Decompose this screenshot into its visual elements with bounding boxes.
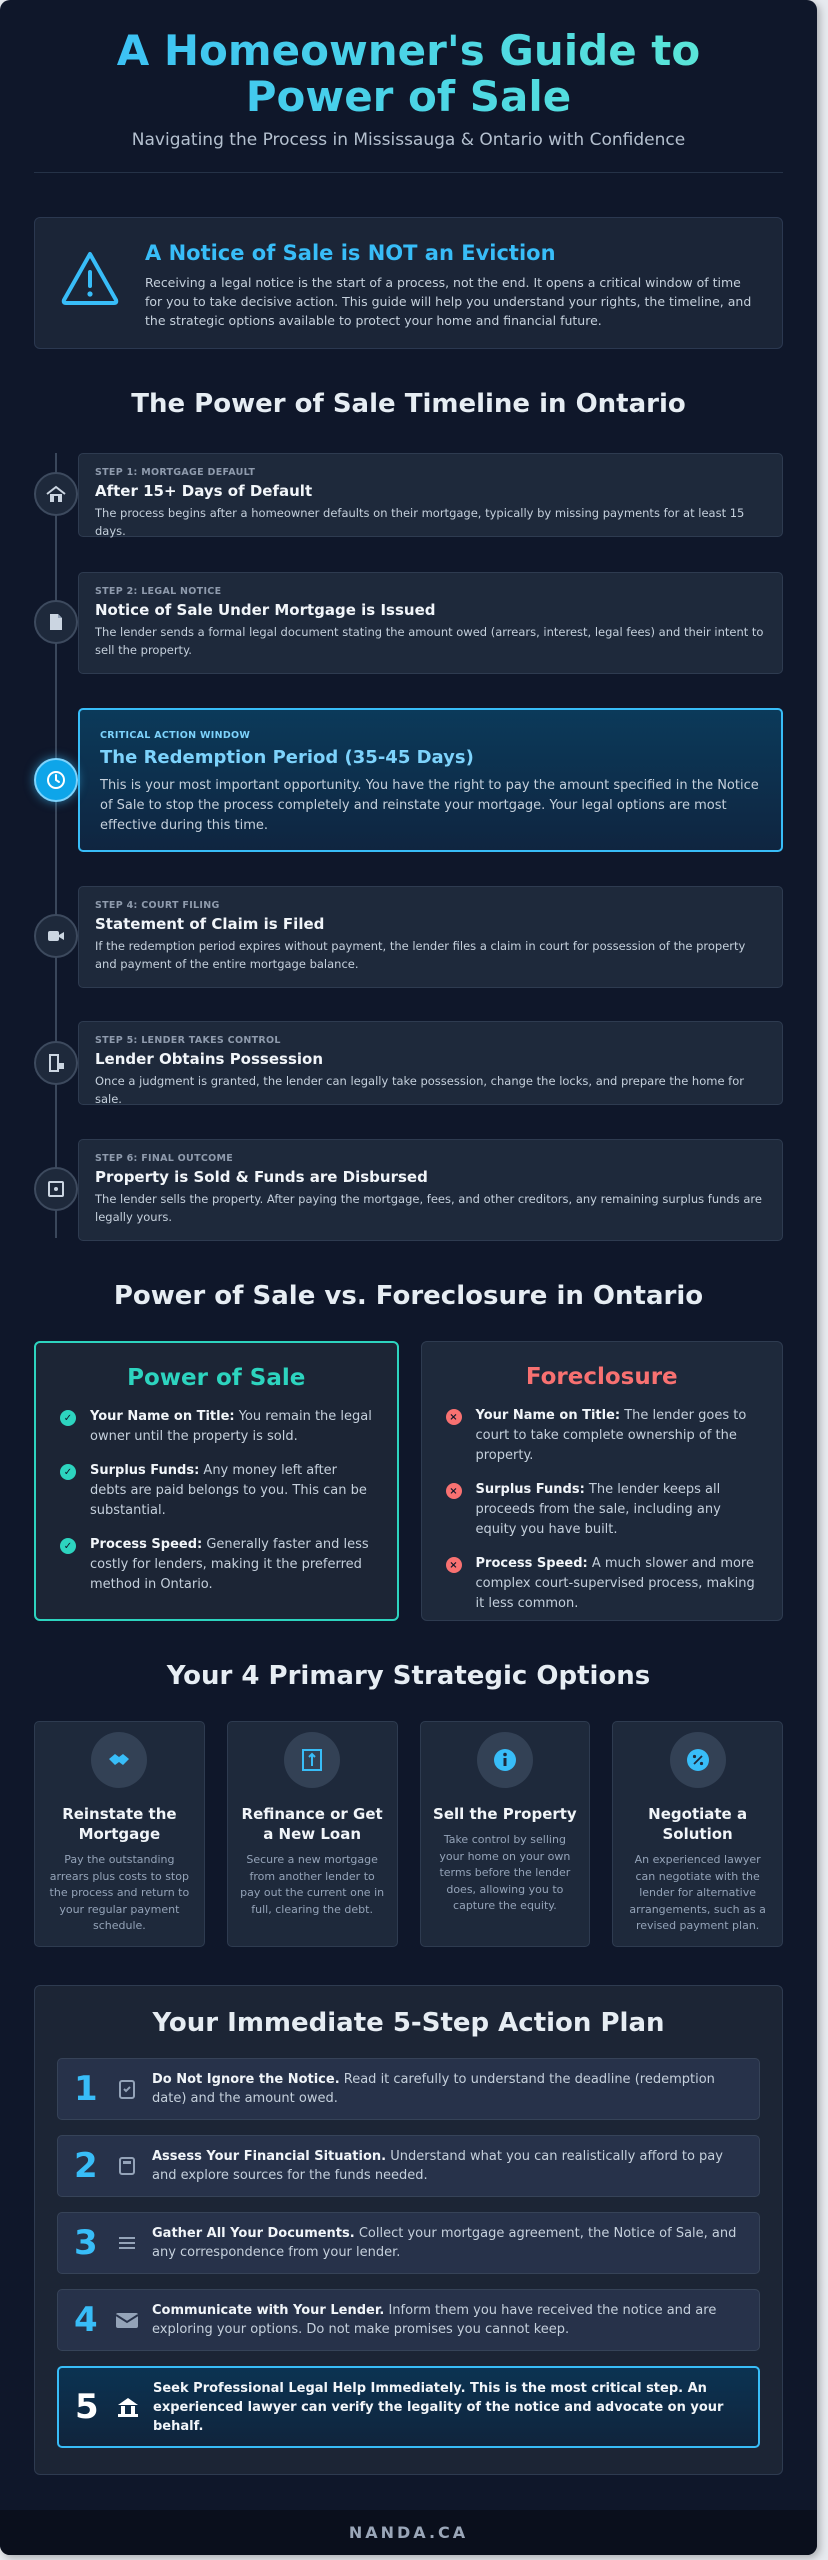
info-circle-icon: [477, 1732, 533, 1788]
power-of-sale-card: [34, 1341, 399, 1621]
step-desc: The lender sends a formal legal document stating the amount owed (arrears, interest, legal fees) and their intent to sell the property.: [95, 625, 764, 657]
sold-sign-icon: [34, 1167, 78, 1211]
step-desc: This is your most important opportunity. You have the right to pay the amount specified in the Notice of Sale to stop the process completely and reinstate your mortgage. Your legal options are most effective during this time.: [100, 778, 759, 833]
notice-alert: [34, 217, 783, 349]
step-desc: Once a judgment is granted, the lender can legally take possession, change the locks, and prepare the home for sale.: [95, 1074, 744, 1106]
timeline-title: The Power of Sale Timeline in Ontario: [131, 389, 686, 419]
plan-step-2: 2 Assess Your Financial Situation. Understand what you can realistically afford to pay and explore sources for the funds needed.: [57, 2135, 760, 2197]
timeline-step-1: [34, 453, 783, 537]
courthouse-icon: [115, 2394, 141, 2420]
door-lock-icon: [34, 1041, 78, 1085]
list-icon: [114, 2230, 140, 2256]
check-icon: ✓: [60, 1464, 76, 1480]
check-icon: ✓: [60, 1410, 76, 1426]
option-reinstate: Reinstate the Mortgage Pay the outstanding arrears plus costs to stop the process and return to your regular payment schedule.: [34, 1721, 205, 1947]
calculator-icon: [114, 2153, 140, 2179]
timeline-step-2: [34, 572, 783, 674]
list-item: ✓ Surplus Funds: Any money left after debts are paid belongs to you. This can be substantial.: [60, 1461, 373, 1521]
list-item: × Surplus Funds: The lender keeps all proceeds from the sale, including any equity you have built.: [446, 1480, 759, 1540]
x-icon: ×: [446, 1557, 462, 1573]
handshake-icon: [91, 1732, 147, 1788]
clock-icon: [34, 758, 78, 802]
options-section: [34, 1721, 783, 1947]
plan-step-5: 5 Seek Professional Legal Help Immediately. This is the most critical step. An experienced lawyer can verify the legality of the notice and advocate on your behalf.: [57, 2366, 760, 2448]
options-title: Your 4 Primary Strategic Options: [166, 1661, 651, 1691]
house-alert-icon: [34, 472, 78, 516]
option-sell: Sell the Property Take control by selling your home on your own terms before the lender does, allowing you to capture the equity.: [420, 1721, 591, 1947]
step-label: CRITICAL ACTION WINDOW: [100, 730, 251, 741]
x-icon: ×: [446, 1409, 462, 1425]
step-title: Notice of Sale Under Mortgage is Issued: [95, 601, 436, 619]
action-plan: [34, 1985, 783, 2475]
list-item: ✓ Process Speed: Generally faster and less costly for lenders, making it the preferred method in Ontario.: [60, 1535, 373, 1595]
compare-title: Power of Sale vs. Foreclosure in Ontario: [113, 1281, 704, 1311]
check-icon: ✓: [60, 1538, 76, 1554]
step-label: STEP 4: COURT FILING: [95, 900, 220, 911]
step-desc: The lender sells the property. After paying the mortgage, fees, and other creditors, any remaining surplus funds are legally yours.: [95, 1192, 762, 1224]
step-title: Property is Sold & Funds are Disbursed: [95, 1168, 428, 1186]
compare-section: [34, 1341, 783, 1621]
timeline-step-4: [34, 886, 783, 988]
step-label: STEP 1: MORTGAGE DEFAULT: [95, 467, 256, 478]
refinance-icon: [284, 1732, 340, 1788]
clipboard-check-icon: [114, 2076, 140, 2102]
footer-brand[interactable]: NANDA.CA: [0, 2510, 817, 2555]
step-title: The Redemption Period (35-45 Days): [100, 747, 474, 768]
timeline-step-5: [34, 1021, 783, 1105]
step-label: STEP 2: LEGAL NOTICE: [95, 586, 222, 597]
timeline-step-6: [34, 1139, 783, 1241]
timeline-step-3-critical: [34, 708, 783, 852]
page-subtitle: Navigating the Process in Mississauga & Ontario with Confidence: [131, 130, 686, 150]
x-icon: ×: [446, 1483, 462, 1499]
document-icon: [34, 600, 78, 644]
plan-title: Your Immediate 5-Step Action Plan: [152, 2008, 665, 2038]
step-title: Lender Obtains Possession: [95, 1050, 324, 1068]
step-label: STEP 6: FINAL OUTCOME: [95, 1153, 234, 1164]
step-desc: The process begins after a homeowner defaults on their mortgage, typically by missing payments for at least 15 days.: [95, 506, 745, 538]
plan-step-3: 3 Gather All Your Documents. Collect your mortgage agreement, the Notice of Sale, and any correspondence from your lender.: [57, 2212, 760, 2274]
step-title: After 15+ Days of Default: [95, 482, 313, 500]
divider: [34, 172, 783, 173]
step-desc: If the redemption period expires without payment, the lender files a claim in court for possession of the property and payment of the entire mortgage balance.: [95, 939, 746, 971]
plan-step-4: 4 Communicate with Your Lender. Inform them you have received the notice and are exploring your options. Do not make promises you cannot keep.: [57, 2289, 760, 2351]
timeline: [34, 453, 783, 1241]
option-refinance: Refinance or Get a New Loan Secure a new mortgage from another lender to pay out the current one in full, clearing the debt.: [227, 1721, 398, 1947]
list-item: × Your Name on Title: The lender goes to court to take complete ownership of the property.: [446, 1406, 759, 1466]
foreclosure-card: [421, 1341, 784, 1621]
warning-triangle-icon: [59, 248, 121, 310]
alert-body: Receiving a legal notice is the start of a process, not the end. It opens a critical window of time for you to take decisive action. This guide will help you understand your rights, the timeline, and the strategic options available to protect your home and financial future.: [145, 275, 752, 328]
step-label: STEP 5: LENDER TAKES CONTROL: [95, 1035, 281, 1046]
plan-step-1: 1 Do Not Ignore the Notice. Read it carefully to understand the deadline (redemption date) and the amount owed.: [57, 2058, 760, 2120]
alert-title: A Notice of Sale is NOT an Eviction: [145, 241, 556, 265]
foreclosure-title: Foreclosure: [525, 1364, 678, 1390]
percent-badge-icon: [670, 1732, 726, 1788]
option-negotiate: Negotiate a Solution An experienced lawyer can negotiate with the lender for alternative arrangements, such as a revised payment plan.: [612, 1721, 783, 1947]
envelope-icon: [114, 2307, 140, 2333]
list-item: × Process Speed: A much slower and more complex court-supervised process, making it less common.: [446, 1554, 759, 1614]
power-of-sale-title: Power of Sale: [127, 1365, 306, 1391]
list-item: ✓ Your Name on Title: You remain the legal owner until the property is sold.: [60, 1407, 373, 1447]
page-title: A Homeowner's Guide to Power of Sale: [34, 28, 783, 120]
step-title: Statement of Claim is Filed: [95, 915, 325, 933]
court-icon: [34, 914, 78, 958]
